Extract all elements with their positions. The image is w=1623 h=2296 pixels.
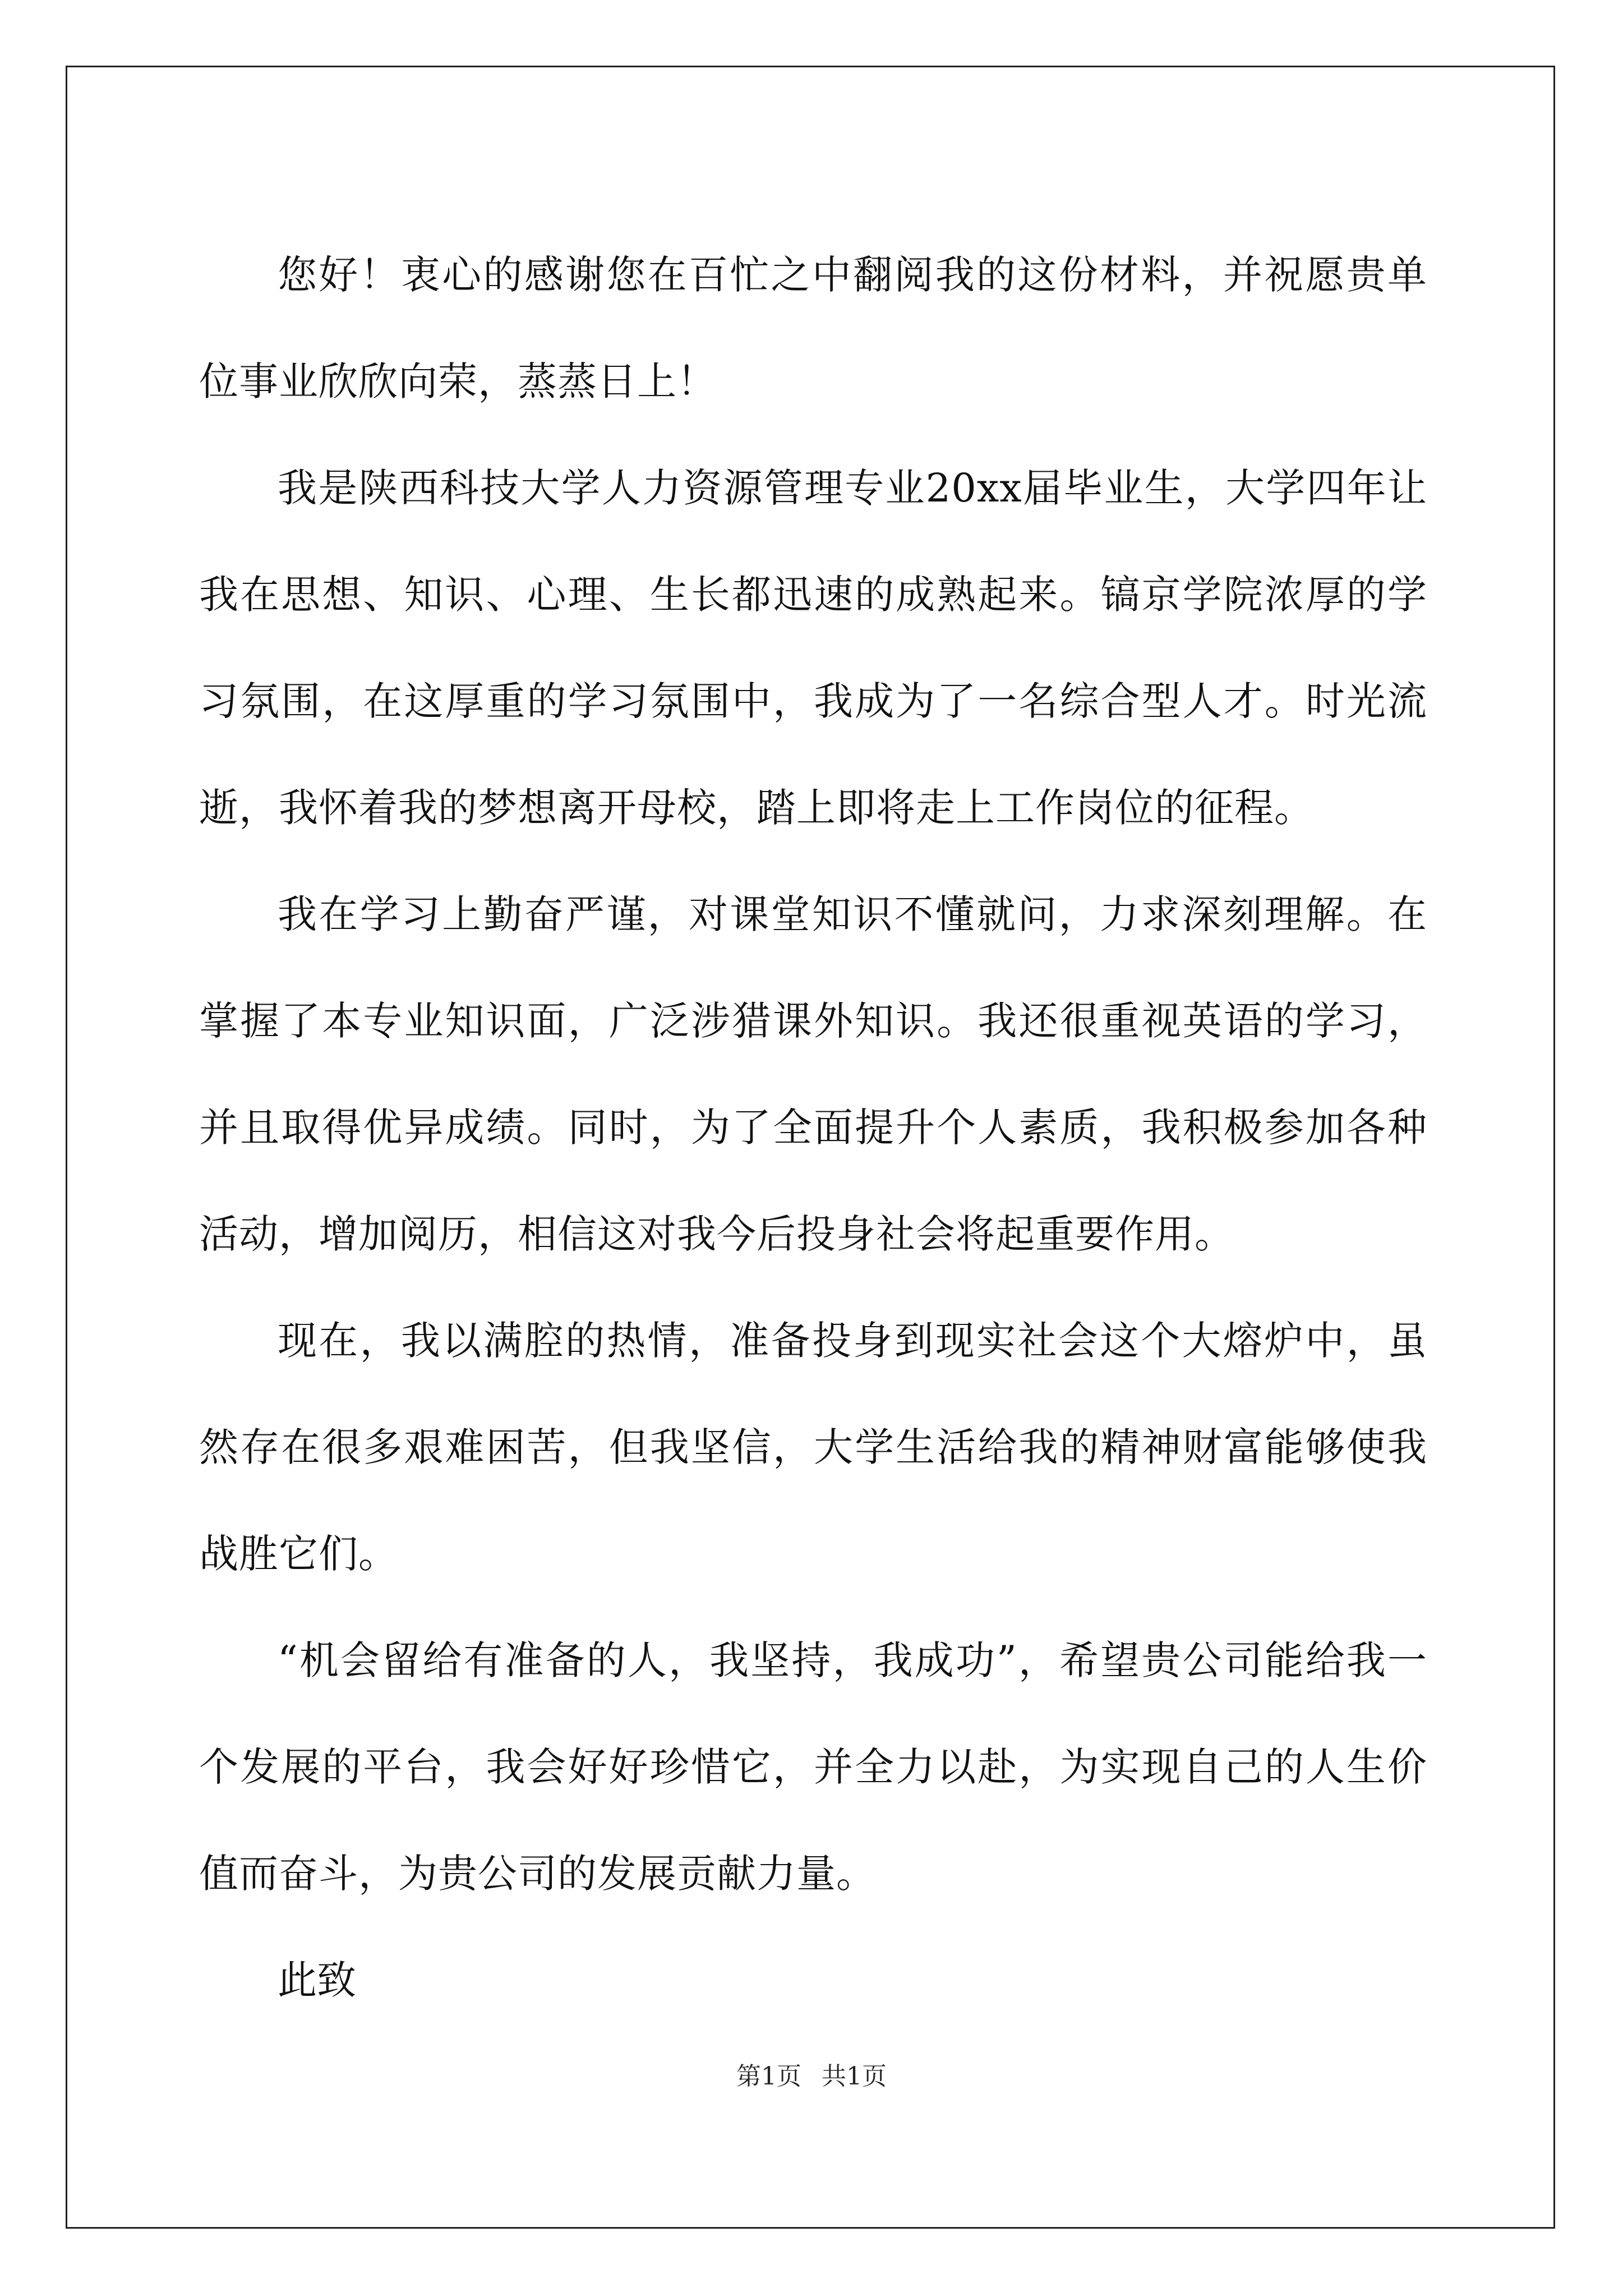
- paragraph-introduction: 我是陕西科技大学人力资源管理专业20xx届毕业生，大学四年让我在思想、知识、心理、生长都迅速的成熟起来。镐京学院浓厚的学习氛围，在这厚重的学习氛围中，我成为了一名综合型人才。时光流逝，我怀着我的梦想离开母校，踏上即将走上工作岗位的征程。: [199, 465, 1427, 831]
- paragraph-study: 我在学习上勤奋严谨，对课堂知识不懂就问，力求深刻理解。在掌握了本专业知识面，广泛涉猎课外知识。我还很重视英语的学习，并且取得优异成绩。同时，为了全面提升个人素质，我积极参加各种活动，增加阅历，相信这对我今后投身社会将起重要作用。: [199, 891, 1427, 1257]
- page-number: 第1页: [736, 2062, 801, 2091]
- paragraph-request: “机会留给有准备的人，我坚持，我成功”，希望贵公司能给我一个发展的平台，我会好好珍惜它，并全力以赴，为实现自己的人生价值而奋斗，为贵公司的发展贡献力量。: [199, 1637, 1427, 1897]
- page-total: 共1页: [822, 2062, 887, 2091]
- page-footer: [0, 2060, 1623, 2093]
- paragraph-greeting: 您好！衷心的感谢您在百忙之中翻阅我的这份材料，并祝愿贵单位事业欣欣向荣，蒸蒸日上！: [199, 252, 1427, 404]
- letter-body: [199, 222, 1427, 2033]
- paragraph-ambition: 现在，我以满腔的热情，准备投身到现实社会这个大熔炉中，虽然存在很多艰难困苦，但我坚信，大学生活给我的精神财富能够使我战胜它们。: [199, 1318, 1427, 1577]
- closing-salutation: 此致: [278, 1957, 356, 2003]
